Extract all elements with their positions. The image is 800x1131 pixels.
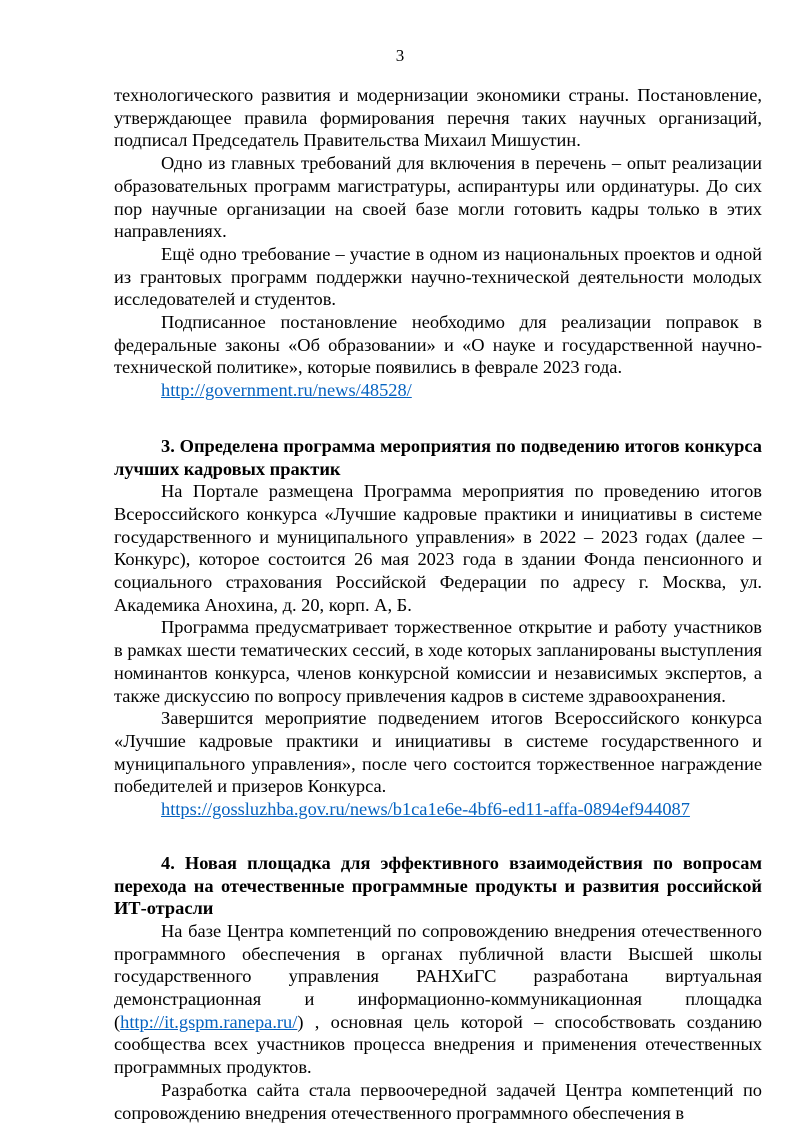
paragraph: Разработка сайта стала первоочередной задачей Центра компетенций по сопровождению внедрения отечественного программного обеспечения в (114, 1079, 762, 1123)
section-heading: 4. Новая площадка для эффективного взаимодействия по вопросам перехода на отечественные программные продукты и развития российской ИТ-отрасли (114, 852, 762, 919)
paragraph: На Портале размещена Программа мероприятия по проведению итогов Всероссийского конкурса «Лучшие кадровые практики и инициативы в системе государственного и муниципального управления» в 2022 – 2023 годах (далее – Конкурс), которое состоится 26 мая 2023 года в здании Фонда пенсионного и социального страхования Российской Федерации по адресу г. Москва, ул. Академика Анохина, д. 20, корп. А, Б. (114, 481, 762, 615)
paragraph: Ещё одно требование – участие в одном из национальных проектов и одной из грантовых программ поддержки научно-технической деятельности молодых исследователей и студентов. (114, 243, 762, 310)
spacer (114, 821, 762, 852)
section-heading: 3. Определена программа мероприятия по подведению итогов конкурса лучших кадровых практик (114, 435, 762, 479)
paragraph-text: На базе Центра компетенций по сопровождению внедрения отечественного программного обеспечения в органах публичной власти Высшей школы государственного управления РАНХиГС разработана виртуальная демонстрационная и информационно-коммуникационная площадка ( (114, 920, 762, 1032)
platform-link[interactable]: http://it.gspm.ranepa.ru/ (120, 1011, 298, 1032)
source-link[interactable]: http://government.ru/news/48528/ (161, 380, 412, 401)
source-link-line (114, 379, 762, 402)
paragraph: Завершится мероприятие подведением итогов Всероссийского конкурса «Лучшие кадровые практики и инициативы в системе государственного и муниципального управления», после чего состоится торжественное награждение победителей и призеров Конкурса. (114, 708, 762, 797)
paragraph (114, 920, 762, 1079)
paragraph-text: ) , основная цель которой – способствовать созданию сообщества всех участников процесса внедрения и применения отечественных программных продуктов. (114, 1011, 762, 1078)
paragraph: Программа предусматривает торжественное открытие и работу участников в рамках шести тематических сессий, в ходе которых запланированы выступления номинантов конкурса, членов конкурсной комиссии и независимых экспертов, а также дискуссию по вопросу привлечения кадров в системе здравоохранения. (114, 617, 762, 706)
page-number: 3 (395, 46, 405, 65)
source-link[interactable]: https://gossluzhba.gov.ru/news/b1ca1e6e-4bf6-ed11-affa-0894ef944087 (161, 799, 690, 820)
spacer (114, 402, 762, 435)
paragraph: Одно из главных требований для включения в перечень – опыт реализации образовательных программ магистратуры, аспирантуры или ординатуры. До сих пор научные организации на своей базе могли готовить кадры только в этих направлениях. (114, 153, 762, 242)
paragraph: технологического развития и модернизации экономики страны. Постановление, утверждающее правила формирования перечня таких научных организаций, подписал Председатель Правительства Михаил Мишустин. (114, 85, 762, 151)
page-content (114, 84, 762, 1124)
paragraph: Подписанное постановление необходимо для реализации поправок в федеральные законы «Об образовании» и «О науке и государственной научно-технической политике», которые появились в феврале 2023 года. (114, 312, 762, 378)
source-link-line (114, 798, 762, 821)
